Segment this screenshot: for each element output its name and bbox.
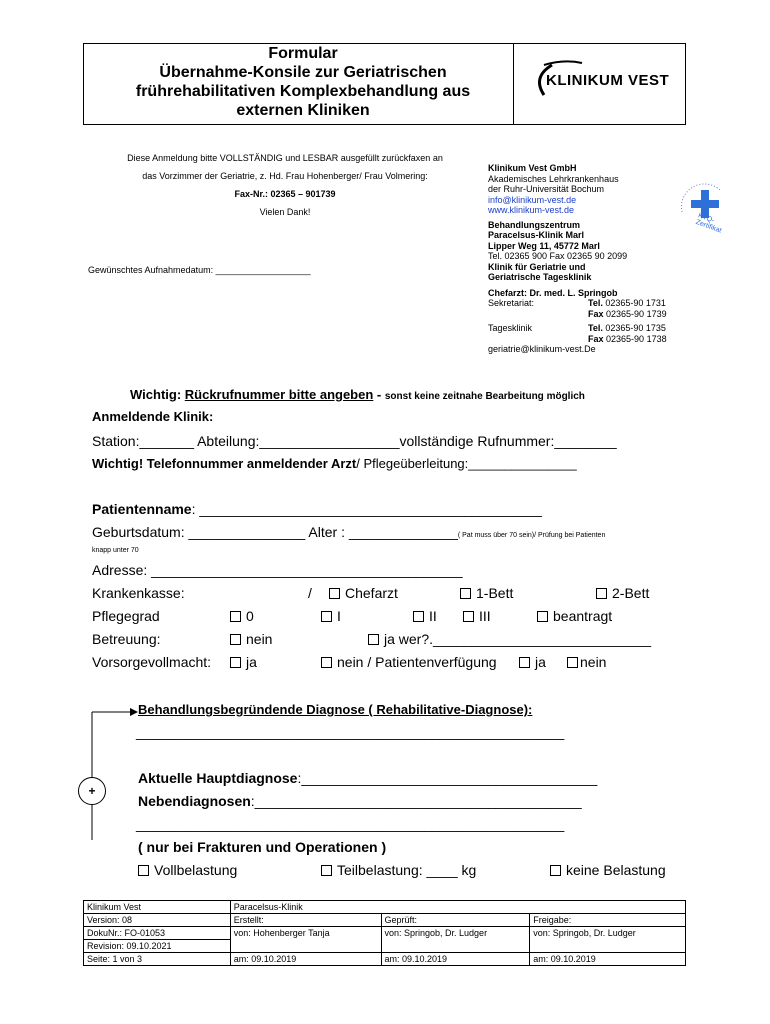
double-room-option[interactable] — [596, 585, 649, 601]
contact-org2: Akademisches Lehrkrankenhaus — [488, 173, 619, 184]
day-clinic-label: Tagesklinik — [488, 323, 533, 333]
checkbox-icon[interactable] — [329, 588, 340, 599]
secretariat-tel: 02365-90 1731 — [605, 298, 666, 308]
birthdate-line[interactable] — [92, 524, 605, 540]
tel-word: Tel. — [588, 298, 603, 308]
station-line[interactable]: Station:_______ Abteilung:__________________vollständige Rufnummer:________ — [92, 433, 617, 449]
contact-email[interactable]: info@klinikum-vest.de — [488, 194, 577, 205]
callback-notice — [130, 387, 585, 402]
logo-text: KLINIKUM VEST — [546, 72, 670, 89]
intro-line-1: Diese Anmeldung bitte VOLLSTÄNDIG und LESBAR ausgefüllt zurückfaxen an — [127, 153, 443, 163]
form-title — [88, 44, 518, 120]
footer-cell: Seite: 1 von 3 — [84, 953, 231, 966]
doctor-phone-label: Wichtig! Telefonnummer anmeldender Arzt — [92, 456, 357, 471]
care-level-label: Pflegegrad — [92, 608, 160, 624]
doctor-phone-line[interactable] — [92, 456, 577, 471]
partial-load-option[interactable] — [321, 862, 476, 878]
footer-cell: Freigabe: — [530, 914, 686, 927]
fax-word: Fax — [588, 333, 604, 344]
title-line: frührehabilitativen Komplexbehandlung aus — [135, 83, 471, 100]
secondary-diagnosis-field[interactable]: :__________________________________________ — [250, 793, 582, 809]
diagnosis-bracket-arrow — [70, 700, 140, 840]
title-line: Übernahme-Konsile zur Geriatrischen — [159, 64, 447, 81]
age-note-2: knapp unter 70 — [92, 547, 139, 554]
important-suffix: sonst keine zeitnahe Bearbeitung möglich — [384, 391, 585, 402]
guardianship-yes-label: ja wer?.____________________________ — [384, 631, 652, 647]
single-room-label: 1-Bett — [476, 585, 514, 601]
center-line-1: Behandlungszentrum — [488, 219, 581, 230]
expand-plus-icon[interactable]: + — [78, 777, 106, 805]
footer-row — [84, 901, 686, 914]
diagnosis-heading: Behandlungsbegründende Diagnose ( Rehabilitative-Diagnose): — [138, 702, 533, 717]
contact-org: Klinikum Vest GmbH — [488, 163, 577, 173]
care-level-1-label: I — [337, 608, 341, 624]
checkbox-icon[interactable] — [230, 611, 241, 622]
checkbox-icon[interactable] — [138, 865, 149, 876]
checkbox-icon[interactable] — [463, 611, 474, 622]
geriatrics-email: geriatrie@klinikum-vest.De — [488, 344, 596, 354]
living-will-no-label: nein — [580, 654, 607, 670]
day-clinic-fax: 02365-90 1738 — [606, 333, 667, 344]
footer-cell: von: Springob, Dr. Ludger — [530, 927, 686, 953]
care-level-3-label: III — [479, 608, 491, 624]
age-note: ( Pat muss über 70 sein)/ Prüfung bei Patienten — [457, 532, 606, 539]
guardianship-no-label: nein — [246, 631, 273, 647]
single-room-option[interactable] — [460, 585, 513, 601]
footer-cell: Geprüft: — [381, 914, 530, 927]
main-diagnosis-field[interactable]: :______________________________________ — [297, 770, 598, 786]
footer-cell: Erstellt: — [230, 914, 381, 927]
care-level-1-option[interactable] — [321, 608, 341, 624]
clinic-line-2: Geriatrische Tagesklinik — [488, 272, 592, 282]
care-level-2-label: II — [429, 608, 437, 624]
footer-cell: am: 09.10.2019 — [230, 953, 381, 966]
ktq-certificate-seal — [676, 182, 732, 234]
footer-cell: Klinikum Vest — [84, 901, 231, 914]
guardianship-yes-option[interactable] — [368, 631, 651, 647]
checkbox-icon[interactable] — [519, 657, 530, 668]
care-applied-option[interactable] — [537, 608, 612, 624]
chefarzt-label: Chefarzt — [345, 585, 398, 601]
care-level-3-option[interactable] — [463, 608, 491, 624]
patient-name-line[interactable] — [92, 501, 542, 517]
desired-date-label: Gewünschtes Aufnahmedatum: ___________________ — [88, 265, 311, 275]
important-underlined: Rückrufnummer bitte angeben — [184, 387, 374, 402]
main-diagnosis-label: Aktuelle Hauptdiagnose — [138, 770, 298, 786]
checkbox-icon[interactable] — [537, 611, 548, 622]
poa-no-living-will-option[interactable] — [321, 654, 497, 670]
checkbox-icon[interactable] — [230, 657, 241, 668]
no-load-label: keine Belastung — [566, 862, 666, 878]
checkbox-icon[interactable] — [460, 588, 471, 599]
klinikum-vest-logo — [522, 55, 682, 105]
footer-cell: Paracelsus-Klinik — [230, 901, 685, 914]
day-clinic-tel: 02365-90 1735 — [605, 323, 666, 333]
clinic-line-1: Klinik für Geriatrie und — [488, 261, 586, 272]
care-transfer-label: / Pflegeüberleitung:_______________ — [356, 456, 577, 471]
living-will-yes-label: ja — [535, 654, 546, 670]
diagnosis-field[interactable]: _______________________________________________________ — [136, 724, 565, 740]
center-line-2: Paracelsus-Klinik Marl — [488, 230, 585, 240]
checkbox-icon[interactable] — [567, 657, 578, 668]
guardianship-no-option[interactable] — [230, 631, 272, 647]
intro-block — [100, 152, 470, 219]
title-line: externen Kliniken — [236, 102, 370, 119]
fractures-note: ( nur bei Frakturen und Operationen ) — [138, 839, 387, 855]
poa-yes-label: ja — [246, 654, 257, 670]
checkbox-icon[interactable] — [596, 588, 607, 599]
important-prefix: Wichtig: — [130, 387, 185, 402]
slash-separator: / — [308, 585, 312, 601]
care-level-0-label: 0 — [246, 608, 254, 624]
secondary-diagnosis-label: Nebendiagnosen — [138, 793, 251, 809]
footer-row — [84, 927, 686, 940]
checkbox-icon[interactable] — [413, 611, 424, 622]
care-level-2-option[interactable] — [413, 608, 437, 624]
power-of-attorney-label: Vorsorgevollmacht: — [92, 654, 212, 670]
secondary-diagnosis-line[interactable] — [138, 793, 582, 809]
important-dash: - — [373, 387, 385, 402]
checkbox-icon[interactable] — [368, 634, 379, 645]
poa-no-living-will-label: nein / Patientenverfügung — [337, 654, 497, 670]
footer-cell: von: Springob, Dr. Ludger — [381, 927, 530, 953]
patient-name-label: Patientenname — [92, 501, 192, 517]
document-footer-table — [83, 900, 686, 966]
footer-row — [84, 914, 686, 927]
checkbox-icon[interactable] — [321, 657, 332, 668]
no-load-option[interactable] — [550, 862, 666, 878]
secretariat-label: Sekretariat: — [488, 298, 535, 308]
chief-physician: Chefarzt: Dr. med. L. Springob — [488, 287, 618, 298]
center-line-4: Tel. 02365 900 Fax 02365 90 2099 — [488, 251, 628, 261]
extra-diagnosis-field[interactable]: _______________________________________________________ — [136, 816, 565, 832]
footer-cell: Version: 08 — [84, 914, 231, 927]
referring-clinic-heading: Anmeldende Klinik: — [92, 409, 214, 424]
chefarzt-option[interactable] — [329, 585, 398, 601]
footer-cell: von: Hohenberger Tanja — [230, 927, 381, 953]
title-line: Formular — [268, 45, 338, 62]
full-load-option[interactable] — [138, 862, 237, 878]
fax-word: Fax — [588, 308, 604, 319]
care-applied-label: beantragt — [553, 608, 613, 624]
living-will-no-option[interactable] — [567, 654, 606, 670]
full-load-label: Vollbelastung — [154, 862, 238, 878]
checkbox-icon[interactable] — [321, 865, 332, 876]
fax-number: Fax-Nr.: 02365 – 901739 — [234, 189, 336, 199]
center-line-3: Lipper Weg 11, 45772 Marl — [488, 240, 600, 251]
partial-load-label: Teilbelastung: ____ kg — [337, 862, 477, 878]
guardianship-label: Betreuung: — [92, 631, 161, 647]
double-room-label: 2-Bett — [612, 585, 650, 601]
patient-name-field[interactable]: : ____________________________________________ — [191, 501, 542, 517]
birthdate-field[interactable]: Geburtsdatum: _______________ Alter : ______________ — [92, 524, 458, 540]
main-diagnosis-line[interactable] — [138, 770, 597, 786]
ktq-label: KTQ-Zertifikat — [694, 212, 723, 235]
checkbox-icon[interactable] — [230, 634, 241, 645]
secretariat-fax: 02365-90 1739 — [606, 308, 667, 319]
footer-cell: am: 09.10.2019 — [530, 953, 686, 966]
insurance-label: Krankenkasse: — [92, 585, 185, 601]
contact-block — [488, 163, 688, 355]
living-will-yes-option[interactable] — [519, 654, 546, 670]
contact-org3: der Ruhr-Universität Bochum — [488, 184, 605, 194]
address-field[interactable]: Adresse: ________________________________________ — [92, 562, 463, 578]
footer-cell: am: 09.10.2019 — [381, 953, 530, 966]
contact-web[interactable]: www.klinikum-vest.de — [488, 205, 575, 215]
thanks-text: Vielen Dank! — [259, 207, 311, 217]
intro-line-2: das Vorzimmer der Geriatrie, z. Hd. Frau Hohenberger/ Frau Volmering: — [142, 171, 428, 181]
poa-yes-option[interactable] — [230, 654, 257, 670]
footer-row — [84, 953, 686, 966]
footer-cell: Revision: 09.10.2021 — [84, 940, 231, 953]
tel-word: Tel. — [588, 323, 603, 333]
checkbox-icon[interactable] — [550, 865, 561, 876]
checkbox-icon[interactable] — [321, 611, 332, 622]
care-level-0-option[interactable] — [230, 608, 254, 624]
footer-cell: DokuNr.: FO-01053 — [84, 927, 231, 940]
